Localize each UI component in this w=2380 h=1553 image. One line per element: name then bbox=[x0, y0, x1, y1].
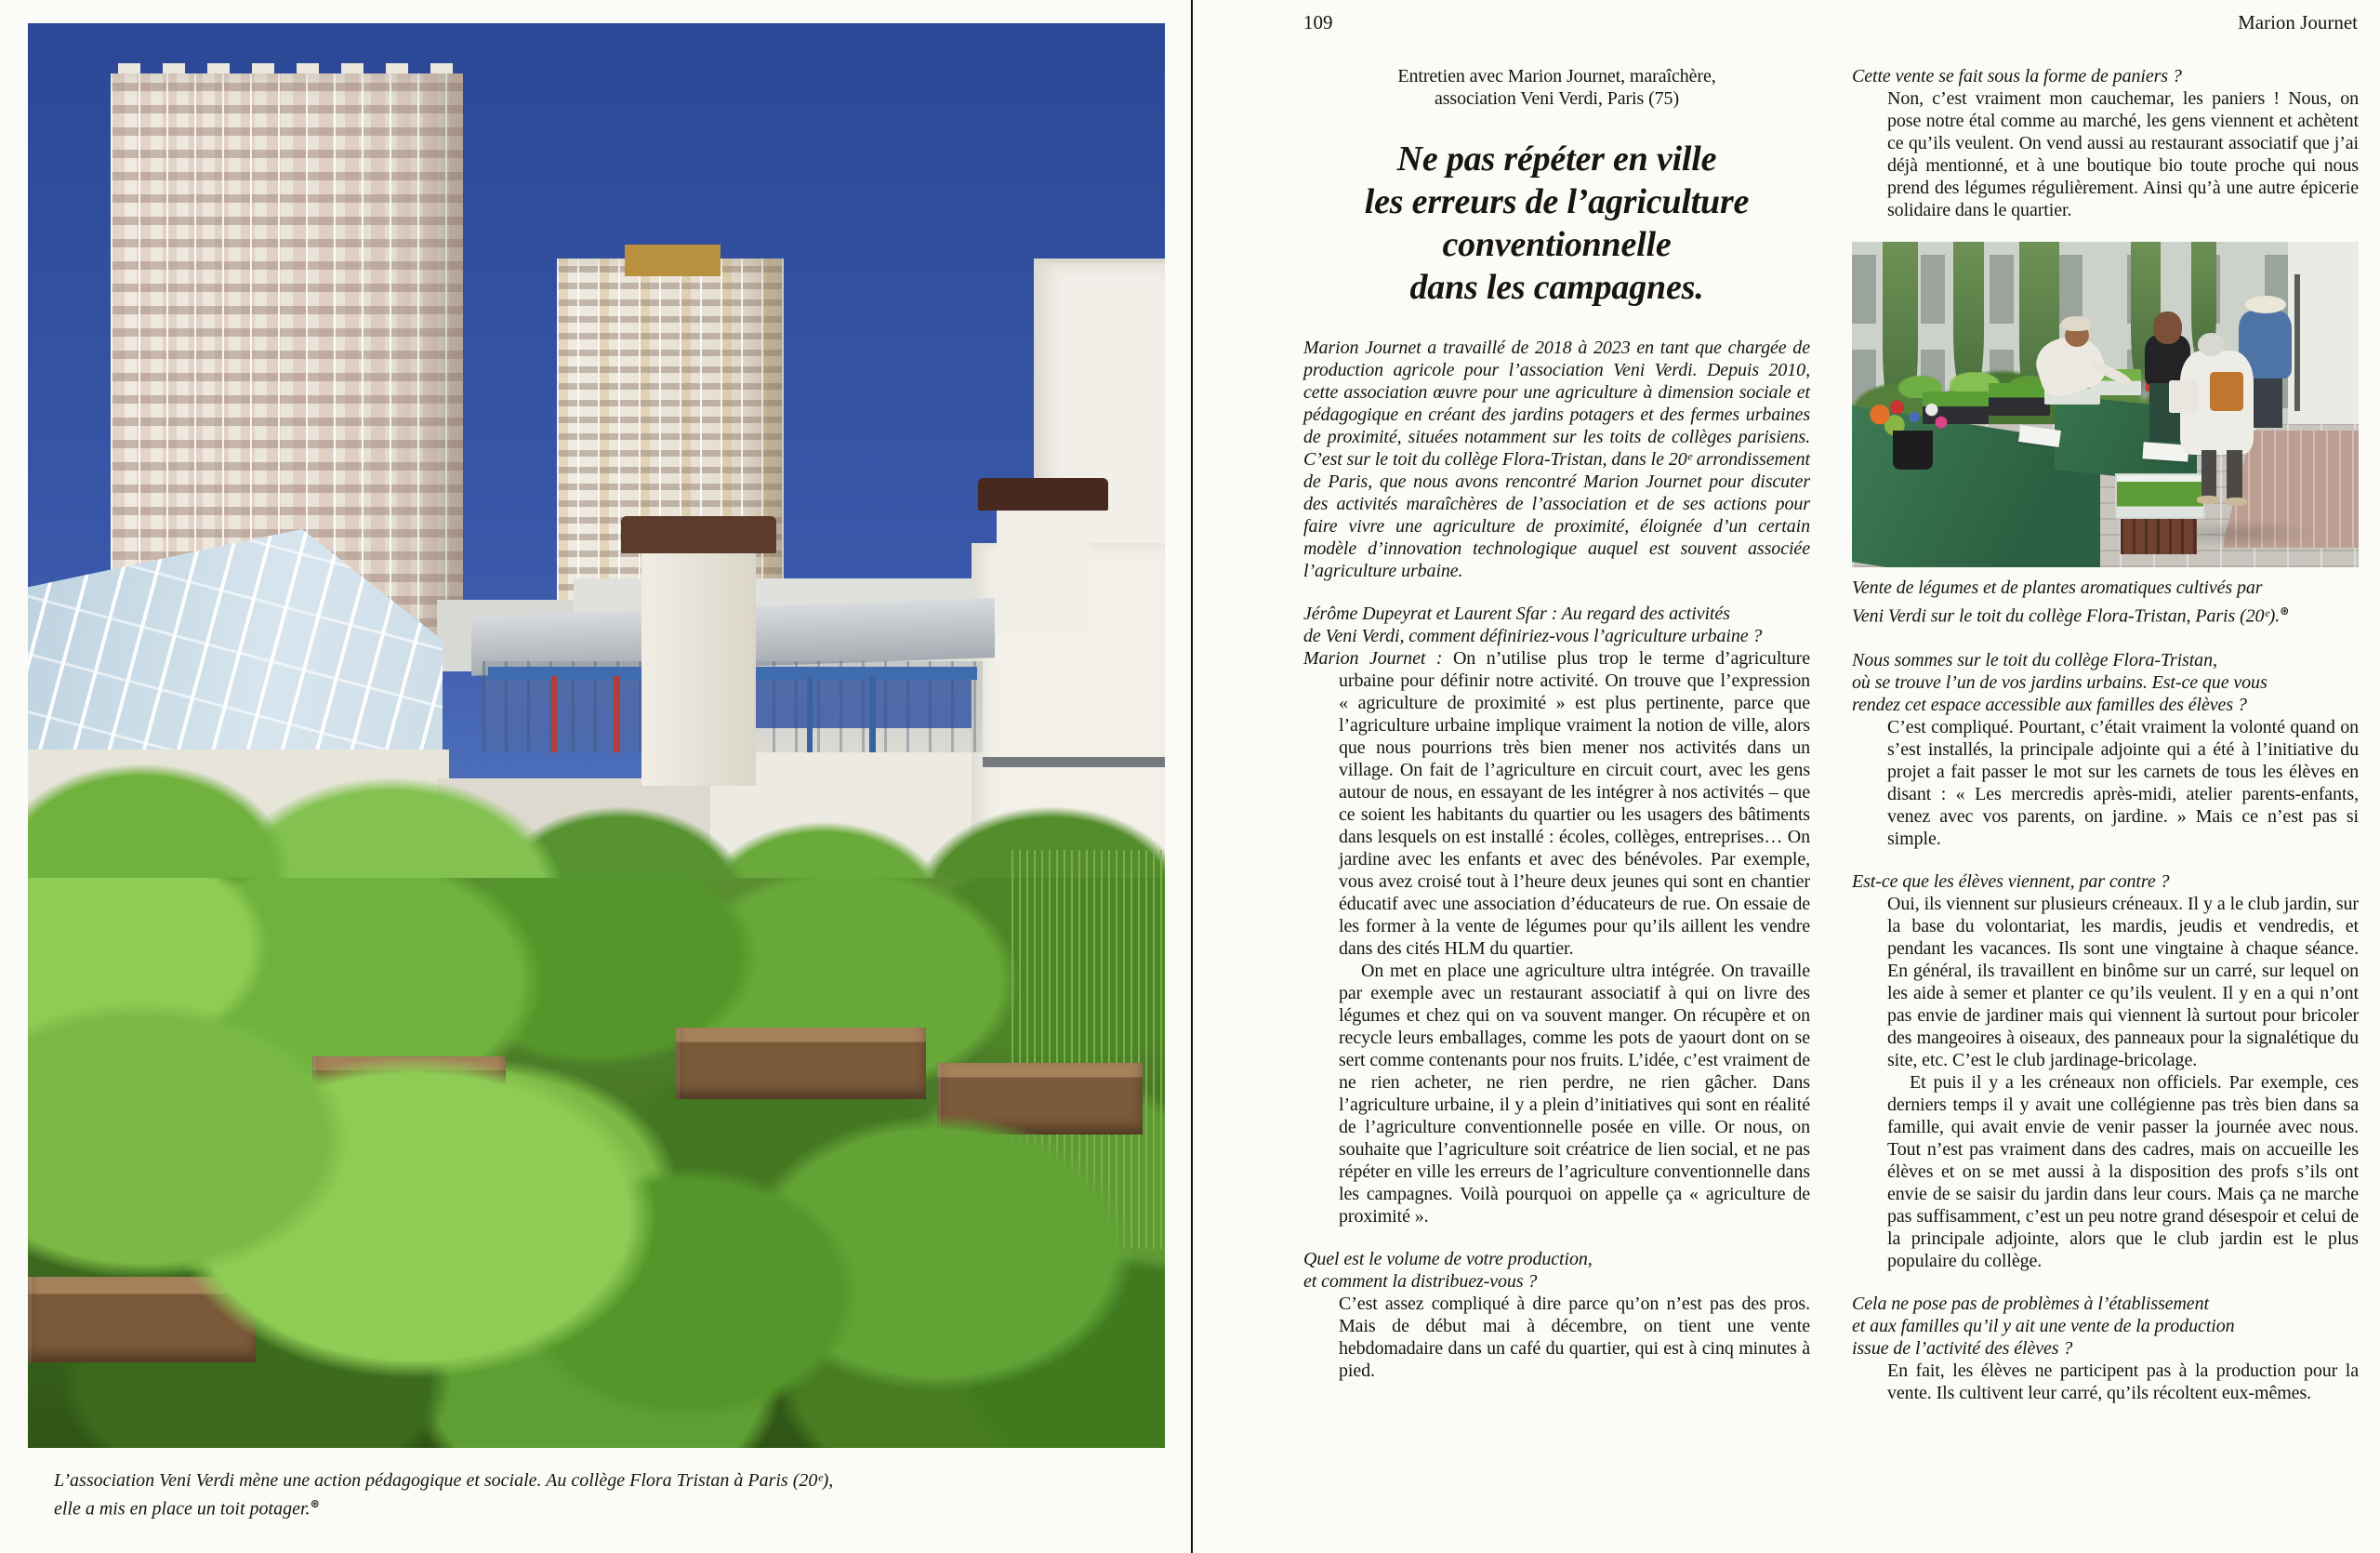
question-line: de Veni Verdi, comment définiriez-vous l’agriculture urbaine ? bbox=[1303, 626, 1763, 646]
question-line: issue de l’activité des élèves ? bbox=[1852, 1337, 2073, 1359]
page-number: 109 bbox=[1303, 11, 1333, 33]
question-line: Est-ce que les élèves viennent, par contre ? bbox=[1852, 870, 2170, 892]
interview-answer bbox=[1852, 716, 2359, 850]
street-lamp bbox=[2294, 274, 2300, 411]
page-divider-rule bbox=[1191, 0, 1193, 1553]
answer-paragraph: On met en place une agriculture ultra intégrée. On travaille par exemple avec un restaurant associatif à qui on livre des légumes et chez qui on va souvent manger. On récupère et on recycle leurs emballages, comme les pots de yaourt dont on se sert comme contenants pour nos fruits. L’idée, c’est vraiment de ne rien acheter, ne rien perdre, ne rien gâcher. Dans l’agriculture urbaine, il y a plein d’initiatives qui sont en réalité de l’agriculture conventionnelle posée en ville. Or nous, on souhaite que l’agriculture soit créatrice de lien social, et ne pas répéter en ville les erreurs de l’agriculture conventionnelle dans les campagnes. Voilà pourquoi on appelle ça « agriculture de proximité ». bbox=[1339, 961, 1810, 1227]
interview-answer bbox=[1852, 1360, 2359, 1404]
question-line: Nous sommes sur le toit du collège Flora-Tristan, bbox=[1852, 649, 2217, 670]
caption-line: Veni Verdi sur le toit du collège Flora-Tristan, Paris (20ᵉ). bbox=[1852, 605, 2281, 627]
answer-paragraph: En fait, les élèves ne participent pas à la production pour la vente. Ils cultivent leur carré, qu’ils récoltent eux-mêmes. bbox=[1887, 1360, 2359, 1403]
interview-question bbox=[1303, 603, 1810, 647]
interview-answer bbox=[1303, 1293, 1810, 1382]
footnote-marker: ⊛ bbox=[310, 1497, 320, 1510]
interview-answer bbox=[1852, 893, 2359, 1272]
customer-leg bbox=[2227, 450, 2241, 499]
customer-hair bbox=[2153, 312, 2182, 344]
flower-pot bbox=[1893, 431, 1934, 470]
market-stand-photo bbox=[1852, 242, 2359, 567]
question-line: et aux familles qu’il y ait une vente de la production bbox=[1852, 1315, 2235, 1336]
title-line: conventionnelle bbox=[1442, 225, 1672, 264]
question-line: Cela ne pose pas de problèmes à l’établissement bbox=[1852, 1293, 2209, 1314]
answer-paragraph bbox=[1303, 647, 1810, 960]
title-line: dans les campagnes. bbox=[1409, 268, 1704, 307]
chimney-cap bbox=[978, 478, 1107, 511]
answer-paragraph: Oui, ils viennent sur plusieurs créneaux. Il y a le club jardin, sur la base du volontariat, les mardis, jeudis et vendredis, et pendant les vacances. Ils sont une vingtaine à chaque séance. En général, ils travaillent en binôme sur un carré, sur lequel on les aide à semer et planter ce qu’ils veulent. Il y en a qui n’ont pas envie de jardiner mais qui viennent là surtout pour bricoler des mangeoires à oiseaux, des panneaux pour la signalétique du site, etc. C’est le club jardinage-bricolage. bbox=[1887, 893, 2359, 1070]
wooden-crate bbox=[2121, 519, 2197, 555]
article-column-right bbox=[1852, 54, 2359, 1404]
customer-shoe bbox=[2197, 496, 2219, 504]
tote-bag bbox=[2169, 380, 2198, 413]
caption-line: L’association Veni Verdi mène une action pédagogique et sociale. Au collège Flora Tristan à Paris (20ᵉ), bbox=[54, 1470, 834, 1491]
question-line: rendez cet espace accessible aux familles des élèves ? bbox=[1852, 694, 2247, 715]
vendor-cap bbox=[2061, 316, 2093, 331]
interview-question bbox=[1303, 1248, 1810, 1293]
chimney-cap bbox=[621, 516, 775, 553]
answer-paragraph: C’est assez compliqué à dire parce qu’on n’est pas des pros. Mais de début mai à décembre, on tient une vente hebdomadaire dans un café du quartier, qui est à cinq minutes à pied. bbox=[1339, 1294, 1810, 1381]
speaker-name: Marion Journet : bbox=[1303, 648, 1453, 669]
customer-leg bbox=[2202, 450, 2216, 499]
title-line: les erreurs de l’agriculture bbox=[1364, 182, 1750, 221]
answer-text: On n’utilise plus trop le terme d’agriculture urbaine pour définir notre activité. On trouve que l’expression « agriculture de proximité » est plus pertinente, parce que l’agriculture urbaine implique vraiment la notion de ville, alors que nous pourrions très bien mener nos activités dans un village. On fait de l’agriculture en circuit court, avec les gens autour de nous, en essayant de les intégrer à nos activités – que ce soient les habitants du quartier ou les usagers des bâtiments dans lesquels on est installé : écoles, collèges, entreprises… On jardine avec les enfants et avec des bénévoles. Par exemple, vous avez croisé tout à l’heure deux jeunes qui sont en chantier éducatif avec une association d’éducateurs de rue. On essaie de les former à la vente de légumes pour qu’ils aillent les vendre dans des cités HLM du quartier. bbox=[1339, 648, 1810, 959]
answer-paragraph: Non, c’est vraiment mon cauchemar, les paniers ! Nous, on pose notre étal comme au marché, les gens viennent et achètent ce qu’ils veulent. On vend aussi au restaurant associatif que j’ai déjà mentionné, et à une boutique bio toute proche qui nous prend des légumes régulièrement. Ainsi qu’à une autre épicerie solidaire dans le quartier. bbox=[1887, 88, 2359, 220]
interview-question bbox=[1852, 649, 2359, 716]
question-line: Quel est le volume de votre production, bbox=[1303, 1249, 1593, 1269]
customer-hair bbox=[2198, 333, 2224, 356]
question-line: Jérôme Dupeyrat et Laurent Sfar : Au regard des activités bbox=[1303, 604, 1730, 624]
caption-line: Vente de légumes et de plantes aromatiques cultivés par bbox=[1852, 577, 2263, 598]
chimney bbox=[997, 505, 1090, 633]
pea-crate bbox=[2115, 473, 2205, 520]
customer-shoe bbox=[2225, 498, 2247, 506]
market-photo-caption bbox=[1852, 577, 2359, 629]
footnote-marker: ⊛ bbox=[2280, 604, 2290, 617]
kicker-line: Entretien avec Marion Journet, maraîchère, bbox=[1397, 66, 1716, 86]
kicker-line: association Veni Verdi, Paris (75) bbox=[1434, 88, 1680, 109]
shoulder-bag bbox=[2210, 372, 2243, 411]
answer-paragraph: C’est compliqué. Pourtant, c’était vraiment la volonté quand on s’est installés, la principale adjointe qui a été à l’initiative du projet a fait passer le mot sur les carnets de tous les élèves en disant : « Les mercredis après-midi, atelier parents-enfants, venez avec vos parents, on jardine. » Mais ce n’est pas si simple. bbox=[1887, 716, 2359, 849]
interview-question bbox=[1852, 1293, 2359, 1360]
vegetable-crate bbox=[1989, 383, 2049, 416]
caption-line: elle a mis en place un toit potager. bbox=[54, 1498, 311, 1520]
title-line: Ne pas répéter en ville bbox=[1396, 139, 1717, 179]
interview-question bbox=[1852, 65, 2359, 87]
intro-paragraph: Marion Journet a travaillé de 2018 à 2023 en tant que chargée de production agricole pour l’association Veni Verdi. Depuis 2010, cette association œuvre pour une agriculture à dimension sociale et pédagogique en créant des jardins potagers et des fermes urbaines de proximité, situées notamment sur les toits de collèges parisiens. C’est sur le toit du collège Flora-Tristan, dans le 20ᵉ arrondissement de Paris, que nous avons rencontré Marion Journet pour discuter des activités maraîchères de l’association et de ses actions pour faire vivre une agriculture de proximité, éloignée d’un certain modèle d’innovation technologique auquel est souvent associée l’agriculture urbaine. bbox=[1303, 338, 1810, 581]
interview-question bbox=[1852, 870, 2359, 893]
question-line: et comment la distribuez-vous ? bbox=[1303, 1271, 1538, 1292]
running-head: Marion Journet bbox=[2238, 11, 2358, 33]
kicker bbox=[1303, 65, 1810, 110]
question-line: Cette vente se fait sous la forme de paniers ? bbox=[1852, 66, 2182, 86]
interview-answer bbox=[1852, 87, 2359, 221]
customer-hat bbox=[2245, 296, 2286, 313]
foreground-foliage bbox=[28, 935, 1165, 1448]
answer-paragraph: Et puis il y a les créneaux non officiels. Par exemple, ces derniers temps il y avait une collégienne pas très bien dans sa famille, qui avait envie de venir passer la journée avec nous. Tout n’est pas vraiment dans des cadres, mais on accueille les élèves et on se met aussi à la disposition des profs s’ils ont envie de se saisir du jardin dans leur cours. Mais ça ne marche pas suffisamment, c’est un peu notre grand désespoir et celui de la principale adjointe, alors que le club jardin est le plus populaire du collège. bbox=[1887, 1071, 2359, 1271]
article-title bbox=[1303, 138, 1810, 309]
question-line: où se trouve l’un de vos jardins urbains. Est-ce que vous bbox=[1852, 671, 2268, 693]
left-photo-caption bbox=[54, 1469, 833, 1521]
rooftop-garden-photo bbox=[28, 23, 1165, 1448]
interview-answer bbox=[1303, 647, 1810, 1228]
article-column-left bbox=[1303, 54, 1810, 1382]
